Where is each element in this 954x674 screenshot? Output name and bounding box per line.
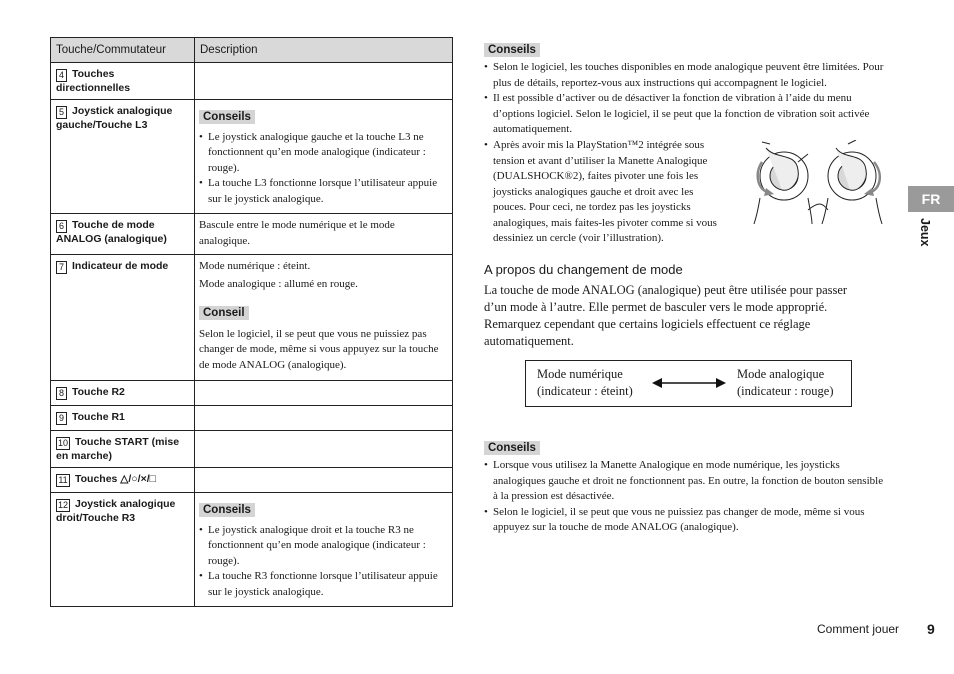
tip-text: Selon le logiciel, il se peut que vous ne puissiez pas changer de mode, même si vous appuyez sur la touche de mode ANALOG (analogique). — [199, 327, 439, 371]
text-line: Mode analogique — [737, 367, 825, 381]
key-label: Touche R2 — [72, 386, 125, 398]
tips-list-1 — [484, 60, 886, 138]
tips-block-1-label-wrap — [484, 40, 540, 58]
description-text: Bascule entre le mode numérique et le mode analogique. — [199, 219, 395, 247]
text-line: (indicateur : rouge) — [737, 384, 834, 398]
row-number: 8 — [56, 387, 67, 400]
text-line: (indicateur : éteint) — [537, 384, 633, 398]
table-row — [51, 431, 453, 468]
footer-section-label: Comment jouer — [817, 622, 900, 636]
key-cell — [51, 63, 195, 100]
description-cell — [195, 100, 453, 214]
text-line: La touche de mode ANALOG (analogique) peut être utilisée pour passer — [484, 283, 848, 297]
section-heading: A propos du changement de mode — [484, 262, 683, 277]
description-cell — [195, 431, 453, 468]
table-row — [51, 100, 453, 214]
key-label: Joystick analogique gauche/Touche L3 — [56, 105, 173, 131]
page-number: 9 — [927, 621, 935, 637]
description-cell — [195, 63, 453, 100]
analog-mode-label — [737, 366, 833, 400]
key-label: Indicateur de mode — [72, 260, 169, 272]
row-number: 10 — [57, 438, 68, 448]
description-cell — [195, 406, 453, 431]
table-row — [51, 63, 453, 100]
row-number: 11 — [56, 474, 70, 487]
list-item: • Il est possible d’activer ou de désactiver la fonction de vibration à l’aide du menu d’options logiciel. Selon le logiciel, il se peut que la fonction de vibration soit activée automatiquement. — [484, 91, 886, 138]
list-item: • Le joystick analogique gauche et la touche L3 ne fonctionnent qu’en mode analogique (indicateur : rouge). — [199, 130, 446, 177]
text-line: Mode numérique — [537, 367, 623, 381]
header-key: Touche/Commutateur — [51, 38, 195, 63]
tips-label: Conseils — [484, 441, 540, 455]
description-cell — [195, 255, 453, 381]
list-item: • Le joystick analogique droit et la touche R3 ne fonctionnent qu’en mode analogique (indicateur : rouge). — [199, 523, 446, 570]
table-row — [51, 468, 453, 493]
text-line: automatiquement. — [484, 334, 574, 348]
text-line: Après avoir mis la PlayStation™2 intégrée sous — [493, 139, 705, 151]
tips-list-2 — [484, 458, 886, 536]
row-number: 4 — [56, 69, 67, 82]
key-cell — [51, 255, 195, 381]
key-label: Touches directionnelles — [56, 68, 131, 94]
table-row — [51, 406, 453, 431]
tip-label: Conseil — [199, 306, 249, 320]
double-arrow-icon — [652, 375, 726, 391]
list-item: • La touche R3 fonctionne lorsque l’utilisateur appuie sur le joystick analogique. — [199, 569, 446, 600]
text-line: d’un mode à l’autre. Elle permet de basculer vers le mode approprié. — [484, 300, 828, 314]
text-line: dessiniez un cercle (voir l’illustration). — [493, 232, 664, 244]
text-line: analogiques, mais faites-les pivoter comme si vous — [493, 216, 717, 229]
description-line: Mode analogique : allumé en rouge. — [199, 277, 358, 290]
tips-list-1-cont — [484, 138, 744, 247]
text-line: pouces. Pour ceci, ne tordez pas les joysticks — [493, 201, 691, 213]
table-row — [51, 214, 453, 255]
row-number: 5 — [56, 106, 67, 119]
table-row — [51, 381, 453, 406]
header-description: Description — [195, 38, 453, 63]
row-number: 7 — [56, 261, 67, 274]
tips-label: Conseils — [199, 503, 255, 517]
list-item: • La touche L3 fonctionne lorsque l’utilisateur appuie sur le joystick analogique. — [199, 176, 446, 207]
key-cell — [51, 493, 195, 607]
key-cell — [51, 381, 195, 406]
mode-switch-diagram — [525, 360, 852, 407]
thumb-rotation-illustration — [752, 140, 888, 226]
key-label: Touche START (mise en marche) — [56, 436, 180, 462]
text-line: tension et avant d’utiliser la Manette Analogique — [493, 154, 708, 167]
row-number: 9 — [56, 412, 67, 425]
tips-label: Conseils — [484, 43, 540, 57]
tips-block-2-label-wrap — [484, 438, 540, 456]
table-header-row — [51, 38, 453, 63]
row-number: 12 — [57, 500, 68, 510]
text-line: joysticks analogiques gauche et droit avec les — [493, 185, 694, 198]
list-item: • Lorsque vous utilisez la Manette Analogique en mode numérique, les joysticks analogiques gauche et droit ne fonctionnent pas. En outre, la fonction de bouton sensible à la pression est désactivée. — [484, 458, 886, 505]
tips-list — [199, 523, 446, 601]
list-item: • Selon le logiciel, les touches disponibles en mode analogique peuvent être limitées. Pour plus de détails, reportez-vous aux instructions qui accompagnent le logiciel. — [484, 60, 886, 91]
description-cell — [195, 468, 453, 493]
key-cell — [51, 468, 195, 493]
key-label: Touche de mode ANALOG (analogique) — [56, 219, 167, 245]
description-cell — [195, 214, 453, 255]
text-line: Remarquez cependant que certains logiciels effectuent ce réglage — [484, 317, 811, 331]
section-paragraph — [484, 282, 894, 350]
list-item — [484, 138, 744, 247]
description-cell — [195, 381, 453, 406]
digital-mode-label — [537, 366, 633, 400]
button-description-table — [50, 37, 453, 607]
tips-label: Conseils — [199, 110, 255, 124]
key-cell — [51, 214, 195, 255]
key-label: Touches △/○/×/□ — [75, 473, 156, 485]
key-label: Joystick analogique droit/Touche R3 — [56, 498, 176, 524]
list-item: • Selon le logiciel, il se peut que vous ne puissiez pas changer de mode, même si vous appuyez sur la touche de mode ANALOG (analogique). — [484, 505, 886, 536]
description-line: Mode numérique : éteint. — [199, 260, 311, 272]
key-label: Touche R1 — [72, 411, 125, 423]
text-line: (DUALSHOCK®2), faites pivoter une fois les — [493, 170, 699, 182]
row-number: 6 — [56, 220, 67, 233]
key-cell — [51, 100, 195, 214]
language-tab: FR — [908, 186, 954, 212]
table-row — [51, 493, 453, 607]
tips-list — [199, 130, 446, 208]
section-tab-label: Jeux — [918, 218, 932, 247]
key-cell — [51, 431, 195, 468]
key-cell — [51, 406, 195, 431]
description-cell — [195, 493, 453, 607]
table-row — [51, 255, 453, 381]
